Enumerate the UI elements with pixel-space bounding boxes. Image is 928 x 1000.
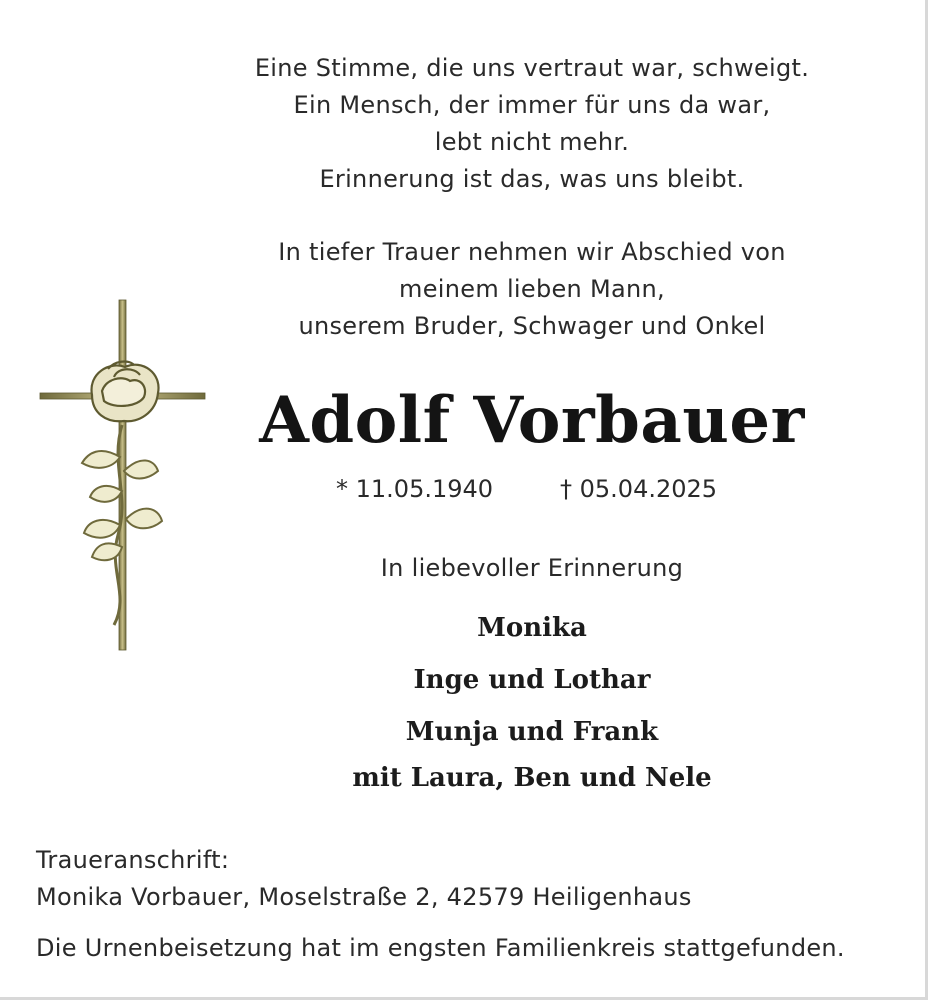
family-line-2: Inge und Lothar [413,665,651,695]
address-label: Traueranschrift: [36,846,230,874]
intro-line-2: meinem lieben Mann, [399,275,665,303]
family-line-3: Munja und Frank [405,717,659,747]
poem-line-4: Erinnerung ist das, was uns bleibt. [319,165,745,193]
birth-date: * 11.05.1940 [336,475,494,503]
remembrance-heading: In liebevoller Erinnerung [380,554,684,582]
intro-line-3: unserem Bruder, Schwager und Onkel [298,312,766,340]
intro-line-1: In tiefer Trauer nehmen wir Abschied von [278,238,786,266]
family-line-4: mit Laura, Ben und Nele [352,763,712,793]
poem-line-1: Eine Stimme, die uns vertraut war, schweigt. [254,54,810,82]
family-line-1: Monika [477,613,587,643]
poem-line-2: Ein Mensch, der immer für uns da war, [293,91,771,119]
cross-with-rose-icon [30,295,215,660]
death-date: † 05.04.2025 [560,475,718,503]
poem-line-3: lebt nicht mehr. [434,128,630,156]
address-line: Monika Vorbauer, Moselstraße 2, 42579 Heiligenhaus [36,883,692,911]
burial-note: Die Urnenbeisetzung hat im engsten Familienkreis stattgefunden. [36,934,845,962]
deceased-name: Adolf Vorbauer [259,383,805,458]
